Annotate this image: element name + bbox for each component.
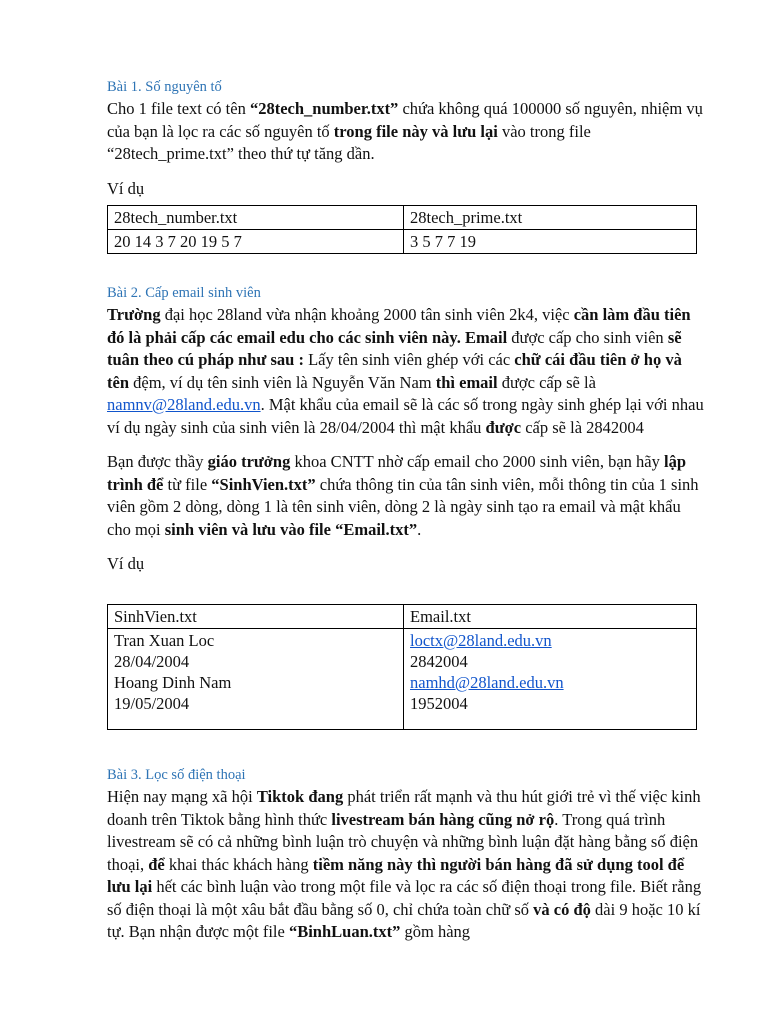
paragraph (107, 304, 707, 439)
text-bold: trong file này và lưu lại (333, 121, 498, 141)
text-bold: và có độ (533, 899, 591, 919)
text: đại học 28land vừa nhận khoảng 2000 tân sinh viên 2k4, việc (160, 305, 574, 324)
text: dài 9 hoặc 10 kí tự. Bạn nhận được một file (107, 899, 701, 941)
text-bold: “Email.txt” (335, 519, 418, 539)
table-cell: 20 14 3 7 20 19 5 7 (108, 230, 404, 254)
table-cell (108, 629, 404, 730)
text-bold: thì email (435, 372, 498, 392)
text-bold: cần làm đầu tiên đó là phải cấp các email edu cho các sinh viên này. Email (107, 305, 691, 347)
paragraph (107, 451, 707, 541)
table-header-row (108, 206, 697, 230)
text: hết các bình luận vào trong một file và lọc ra các số điện thoại trong file. Biết rằng số điện thoại là một xâu bắt đầu bằng số 0, chỉ chứa toàn chữ số (107, 877, 702, 919)
student-name: Hoang Dinh Nam (114, 673, 232, 692)
text: gồm hàng (400, 922, 471, 941)
text: chứa không quá 100000 số nguyên, nhiệm vụ của bạn là lọc ra các số nguyên tố (107, 99, 703, 141)
text: . (417, 519, 422, 539)
text-bold: “SinhVien.txt” (211, 474, 316, 494)
section-bai-2 (107, 284, 707, 575)
section-heading: Bài 3. Lọc số điện thoại (107, 767, 246, 783)
text: cấp sẽ là 2842004 (521, 417, 644, 437)
section-bai-3 (107, 766, 707, 944)
text: chứa thông tin của tân sinh viên, mỗi thông tin của 1 sinh viên gồm 2 dòng, dòng 1 là tên sinh viên, dòng 2 là ngày sinh tạo ra email và mật khẩu cho mọi (107, 474, 699, 539)
text: được cấp cho sinh viên (507, 327, 668, 347)
text-bold: được (485, 417, 522, 437)
text-bold: “28tech_number.txt” (249, 99, 399, 118)
text-bold: Trường (107, 305, 161, 324)
text-bold: “BinhLuan.txt” (288, 922, 401, 941)
text: Lấy tên sinh viên ghép với các (303, 350, 515, 369)
text-bold: sẽ tuân theo cú pháp như sau : (107, 327, 682, 369)
table-header-cell: Email.txt (404, 605, 697, 629)
table-header-cell: 28tech_number.txt (108, 206, 404, 230)
table-header-cell: 28tech_prime.txt (404, 206, 697, 230)
password-value: 1952004 (410, 694, 468, 713)
text: Cho 1 file text có tên (107, 99, 250, 118)
section-heading: Bài 2. Cấp email sinh viên (107, 285, 261, 301)
text: khoa CNTT nhờ cấp email cho 2000 sinh viên, bạn hãy (290, 452, 664, 471)
text-bold: lập trình để (107, 452, 687, 494)
text-bold: tiềm năng này thì người bán hàng đã sử dụng tool để lưu lại (107, 854, 685, 896)
paragraph (107, 786, 707, 944)
text: từ file (163, 474, 212, 494)
table-bai-2-wrap (107, 604, 707, 730)
student-name: Tran Xuan Loc (114, 631, 215, 650)
text: đệm, ví dụ tên sinh viên là Nguyễn Văn Nam (129, 372, 436, 392)
email-link[interactable]: loctx@28land.edu.vn (410, 631, 552, 650)
email-link[interactable]: namhd@28land.edu.vn (410, 673, 564, 692)
paragraph (107, 98, 707, 166)
table-header-row (108, 605, 697, 629)
text-bold: chữ cái đầu tiên ở họ và tên (107, 350, 682, 392)
example-label: Ví dụ (107, 554, 145, 573)
password-value: 2842004 (410, 652, 468, 671)
section-bai-1 (107, 78, 707, 200)
example-table (107, 205, 697, 254)
text-bold: giáo trưởng (207, 452, 291, 471)
email-link[interactable]: namnv@28land.edu.vn (107, 395, 261, 414)
text: vào trong file “28tech_prime.txt” theo thứ tự tăng dần. (107, 121, 591, 163)
text: phát triển rất mạnh và thu hút giới trẻ vì thế việc kinh doanh trên Tiktok bằng hình thức (107, 787, 701, 829)
section-heading: Bài 1. Số nguyên tố (107, 79, 222, 95)
text: được cấp sẽ là (497, 372, 596, 392)
table-row (108, 629, 697, 730)
example-label: Ví dụ (107, 178, 145, 198)
text-bold: livestream bán hàng cũng nở rộ (331, 809, 555, 829)
table-bai-1-wrap (107, 205, 707, 254)
example-table (107, 604, 697, 730)
table-cell: 3 5 7 7 19 (404, 230, 697, 254)
text: Bạn được thầy (107, 452, 208, 471)
table-header-cell: SinhVien.txt (108, 605, 404, 629)
text-bold: để (148, 854, 165, 874)
text: . Mật khẩu của email sẽ là các số trong ngày sinh ghép lại với nhau ví dụ ngày sinh của sinh viên là 28/04/2004 thì mật khẩu (107, 395, 704, 437)
text: Hiện nay mạng xã hội (107, 787, 257, 806)
table-row (108, 230, 697, 254)
text-bold: sinh viên và lưu vào file (164, 519, 331, 539)
student-dob: 28/04/2004 (114, 652, 190, 671)
text: khai thác khách hàng (164, 854, 313, 874)
text: . Trong quá trình livestream sẽ có cả những bình luận trò chuyện và những bình luận đặt hàng bằng số điện thoại, (107, 809, 699, 874)
table-cell (404, 629, 697, 730)
text-bold: Tiktok đang (256, 787, 344, 806)
student-dob: 19/05/2004 (114, 694, 190, 713)
